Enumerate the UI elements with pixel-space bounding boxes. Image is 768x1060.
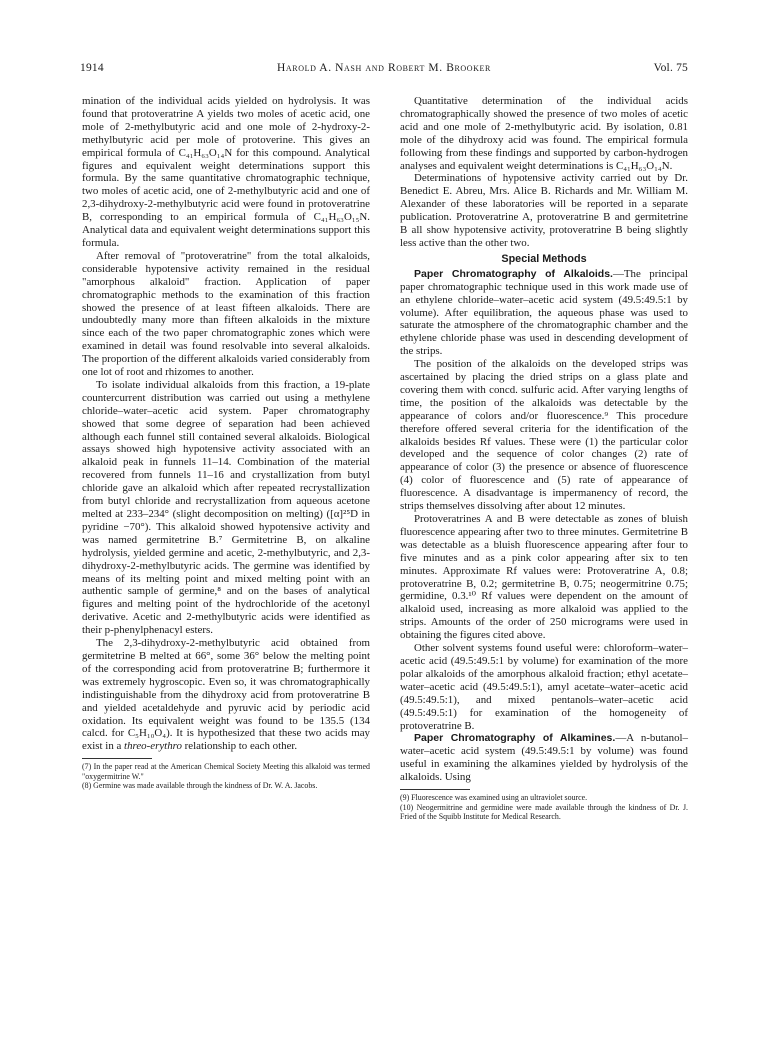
footnote-rule [82,758,152,759]
running-authors: Harold A. Nash and Robert M. Brooker [277,62,491,74]
paragraph-text: —A n-butanol–water–acetic acid system (49.5:49.5:1 by volume) was found useful in examining the alkamines yielded by hydrolysis of the alkaloids. Using [400,732,688,784]
left-column [82,95,370,791]
paragraph-text: —The principal paper chromatographic technique used in this work made use of an ethylene chloride–water–acetic acid system (49.5:49.5:1 by volume). After equilibration, the aqueous phase was used to saturate the atmosphere of the chromatographic chamber and the ethylene chloride phase was used in descending development of the strips. [400,267,688,358]
paragraph: The position of the alkaloids on the developed strips was ascertained by placing the dried strips on a glass plate and covering them with concd. sulfuric acid. After varying lengths of time, the position of the alkaloids was detectable by the appearance of colors and/or fluorescence.⁹ This procedure therefore offered several criteria for the identification of the alkaloids besides Rf values. These were (1) the particular color developed and the sequence of color changes (2) rate of appearance of color (3) the presence or absence of fluorescence (4) color of fluorescence and (5) rate of appearance of fluorescence. A disadvantage is impermanency of record, the strips themselves dissolving after about 12 minutes. [400,358,688,513]
right-column [400,95,688,822]
footnote-7: (7) In the paper read at the American Chemical Society Meeting this alkaloid was termed "oxygermitrine W." [82,762,370,781]
paragraph: Determinations of hypotensive activity carried out by Dr. Benedict E. Abreu, Mrs. Alice B. Richards and Mr. William M. Alexander of these laboratories will be reported in a separate publication. Protoveratrine A, protoveratrine B and germitetrine B all show hypotensive activity, protoveratrine B being slightly less active than the other two. [400,172,688,249]
footnote-rule [400,789,470,790]
paragraph: After removal of "protoveratrine" from the total alkaloids, considerable hypotensive activity remained in the residual "amorphous alkaloid" fraction. Application of paper chromatographic methods to the examination of this fraction showed the presence of at least fifteen alkaloids. There are undoubtedly many more than fifteen alkaloids in the mixture since each of the two paper chromatographic zones which were examined in detail was found resolvable into several alkaloids. The proportion of the different alkaloids varied considerably from one lot of root and rhizomes to another. [82,249,370,379]
paragraph: mination of the individual acids yielded on hydrolysis. It was found that protoveratrine A yields two moles of acetic acid, one mole of 2-methylbutyric acid and one mole of 2-hydroxy-2-methylbutyric acid per mole of protoverine. This gives an empirical formula of C₄₁H₆₃O₁₄N for this compound. Analytical figures and equivalent weight determinations support this formula. By the same quantitative chromatographic technique, two moles of acetic acid, one of 2-methylbutyric acid and one of 2,3-dihydroxy-2-methylbutyric acid were found in protoveratrine B, corresponding to an empirical formula of C₄₁H₆₃O₁₅N. Analytical data and equivalent weight determinations support this formula. [82,95,370,249]
run-in-heading: Paper Chromatography of Alkaloids. [414,267,613,280]
paragraph [400,268,688,358]
run-in-heading: Paper Chromatography of Alkamines. [414,732,616,745]
paragraph [82,637,370,753]
footnote-9: (9) Fluorescence was examined using an ultraviolet source. [400,793,588,803]
paragraph: To isolate individual alkaloids from this fraction, a 19-plate countercurrent distribution was carried out using a methylene chloride–water–acetic acid system. Paper chromatography showed that some degree of separation had been achieved although each funnel still contained several alkaloids. Biological assays showed high hypotensive activity associated with an alkaloid peak in funnels 11–14. Combination of the material recovered from funnels 11–16 and crystallization from butyl chloride gave an alkaloid which after repeated recrystallization from butyl chloride and recrystallization from aqueous acetone melted at 233–234° (slight decomposition on melting) ([α]²⁵D in pyridine −70°). This alkaloid showed hypotensive activity and was named germitetrine B.⁷ Germitetrine B, on alkaline hydrolysis, yielded germine and acetic, 2-methylbutyric, and 2,3-dihydroxy-2-methylbutyric acids. The germine was identified by means of its melting point and mixed melting point with an authentic sample of germine,⁸ and on the bases of analytical figures and melting point of the hydrochloride of the acetonyl derivative. Acetic and 2-methylbutyric acids were identified as their p-phenylphenacyl esters. [82,378,370,637]
paragraph: Quantitative determination of the individual acids chromatographically showed the presence of two moles of acetic acid and one mole of 2-methylbutyric acid. By isolation, 0.81 mole of the dihydroxy acid was found. The empirical formula following from these findings and supported by carbon-hydrogen analyses and equivalent weight determinations is C₄₁H₆₃O₁₄N. [400,95,688,172]
paragraph: Other solvent systems found useful were: chloroform–water–acetic acid (49.5:49.5:1 by volume) for examination of the more polar alkaloids of the amorphous alkaloid fraction; ethyl acetate–water–acetic acid (49.5:49.5:1), amyl acetate–water–acetic acid (49.5:49.5:1), and mixed pentanols–water–acetic acid (49.5:49.5:1) for examination of the homogeneity of protoveratrine B. [400,642,688,732]
paragraph [400,732,688,784]
volume-label: Vol. 75 [653,62,688,74]
running-header [80,62,688,78]
footnote-10: (10) Neogermitrine and germidine were made available through the kindness of Dr. J. Fried of the Squibb Institute for Medical Research. [400,802,688,822]
section-title: Special Methods [501,252,587,265]
paragraph-text: The 2,3-dihydroxy-2-methylbutyric acid obtained from germitetrine B melted at 66°, some 36° below the melting point of the corresponding acid from protoveratrine B; furthermore it was extremely hygroscopic. Even so, it was chromatographically indistinguishable from the dihydroxy acid from protoveratrine B and yielded acetaldehyde and pyruvic acid by periodic acid oxidation. Its equivalent weight was found to be 135.5 (134 calcd. for C₅H₁₀O₄). It is hypothesized that these two acids may exist in a [82,637,370,753]
page-number: 1914 [80,62,104,74]
italic-term: threo-erythro [124,740,182,753]
paragraph: Protoveratrines A and B were detectable as zones of bluish fluorescence appearing after two to three minutes. Germitetrine B was detectable as a bluish fluorescence appearing after four to five minutes and as a pink color appearing after six to ten minutes. Approximate Rf values were: Protoveratrine A, 0.8; protoveratrine B, 0.2; germitetrine B, 0.75; neogermitrine 0.75; germidine, 0.3.¹⁰ Rf values were dependent on the amount of alkaloid used, increasing as more alkaloid was applied to the strips. Amounts of the order of 250 micrograms were used in obtaining the figures cited above. [400,513,688,642]
footnote-8: (8) Germine was made available through the kindness of Dr. W. A. Jacobs. [82,781,318,791]
paragraph-text: relationship to each other. [181,740,298,753]
